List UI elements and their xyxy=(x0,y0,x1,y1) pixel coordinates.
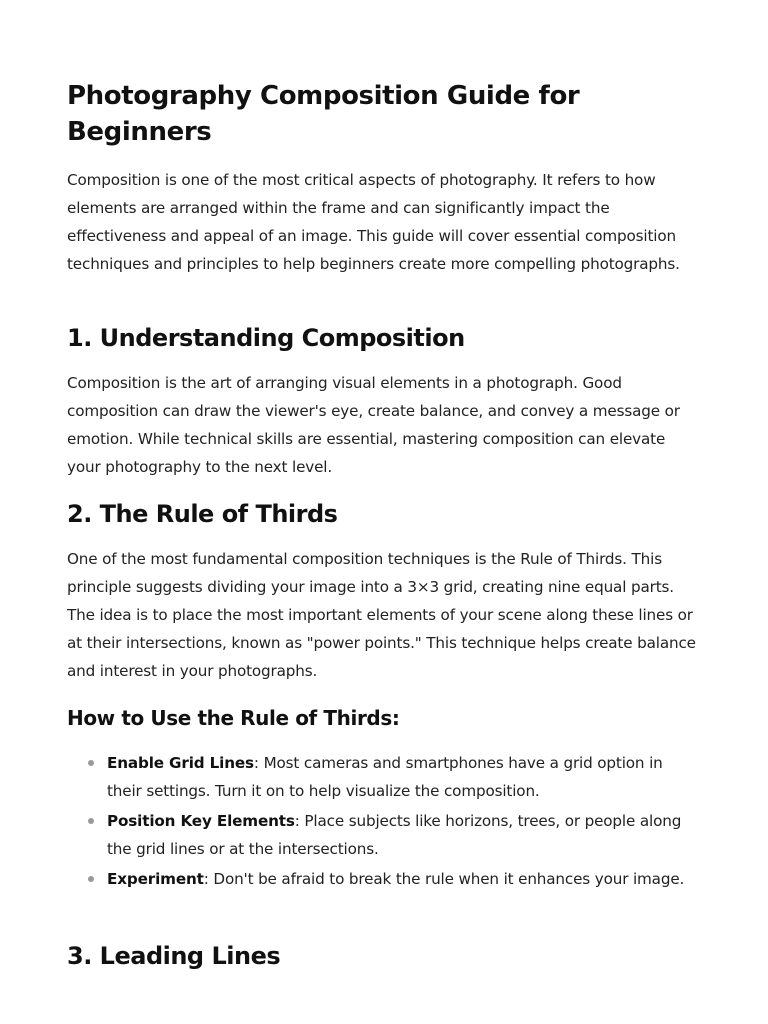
section-heading-rule-of-thirds: 2. The Rule of Thirds xyxy=(67,500,338,528)
bullet-dot-icon xyxy=(88,876,94,882)
section-paragraph-rule-of-thirds: One of the most fundamental composition techniques is the Rule of Thirds. This principle suggests dividing your image into a 3×3 grid, creating nine equal parts. The idea is to place the most important elements of your scene along these lines or at their intersections, known as "power points." This technique helps create balance and interest in your photographs. xyxy=(67,550,696,680)
list-item xyxy=(67,865,697,893)
list-item-term: Experiment xyxy=(107,870,204,888)
list-item xyxy=(67,749,697,805)
list-item-text: : Place subjects like horizons, trees, or people along the grid lines or at the intersections. xyxy=(107,812,682,858)
rule-of-thirds-tips-list xyxy=(67,749,697,895)
intro-paragraph: Composition is one of the most critical aspects of photography. It refers to how elements are arranged within the frame and can significantly impact the effectiveness and appeal of an image. This guide will cover essential composition techniques and principles to help beginners create more compelling photographs. xyxy=(67,171,680,273)
list-item-text: : Most cameras and smartphones have a grid option in their settings. Turn it on to help visualize the composition. xyxy=(107,754,663,800)
list-item-text: : Don't be afraid to break the rule when it enhances your image. xyxy=(203,870,685,888)
subheading-how-to-use: How to Use the Rule of Thirds: xyxy=(67,706,400,730)
list-item-term: Enable Grid Lines xyxy=(107,754,254,772)
page-title: Photography Composition Guide for Beginners xyxy=(67,81,580,147)
section-heading-understanding-composition: 1. Understanding Composition xyxy=(67,324,465,352)
bullet-dot-icon xyxy=(88,760,94,766)
list-item-term: Position Key Elements xyxy=(107,812,295,830)
section-paragraph-understanding-composition: Composition is the art of arranging visual elements in a photograph. Good composition can draw the viewer's eye, create balance, and convey a message or emotion. While technical skills are essential, mastering composition can elevate your photography to the next level. xyxy=(67,374,680,476)
list-item xyxy=(67,807,697,863)
section-heading-leading-lines: 3. Leading Lines xyxy=(67,942,281,970)
bullet-dot-icon xyxy=(88,818,94,824)
